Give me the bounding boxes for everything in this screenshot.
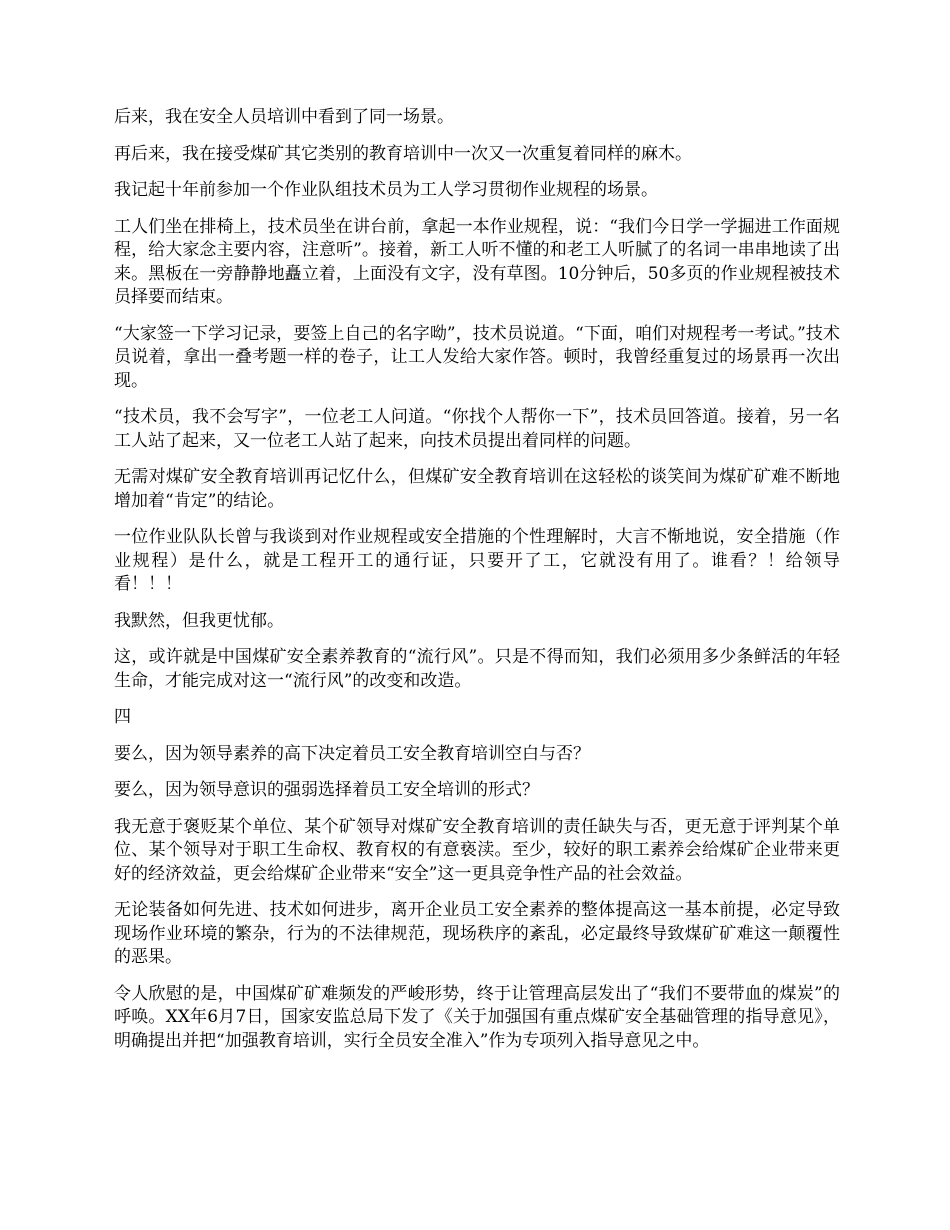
- paragraph: “技术员，我不会写字”，一位老工人问道。“你找个人帮你一下”，技术员回答道。接着，另一名工人站了起来，又一位老工人站了起来，向技术员提出着同样的问题。: [114, 407, 840, 451]
- paragraph: 这，或许就是中国煤矿安全素养教育的“流行风”。只是不得而知，我们必须用多少条鲜活的年轻生命，才能完成对这一“流行风”的改变和改造。: [114, 647, 840, 691]
- paragraph: 无需对煤矿安全教育培训再记忆什么，但煤矿安全教育培训在这轻松的谈笑间为煤矿矿难不断地增加着“肯定”的结论。: [114, 467, 840, 511]
- paragraph: 无论装备如何先进、技术如何进步，离开企业员工安全素养的整体提高这一基本前提，必定导致现场作业环境的繁杂，行为的不法律规范，现场秩序的紊乱，必定最终导致煤矿矿难这一颠覆性的恶果。: [114, 900, 840, 967]
- document-page: [114, 106, 840, 1066]
- paragraph: 我默然，但我更忧郁。: [114, 610, 284, 631]
- paragraph: 令人欣慰的是，中国煤矿矿难频发的严峻形势，终于让管理高层发出了“我们不要带血的煤炭”的呼唤。XX年6月7日，国家安监总局下发了《关于加强国有重点煤矿安全基础管理的指导意见》，明确提出并把“加强教育培训，实行全员安全准入”作为专项列入指导意见之中。: [114, 983, 840, 1051]
- section-number: 四: [114, 707, 131, 727]
- paragraph: 我记起十年前参加一个作业队组技术员为工人学习贯彻作业规程的场景。: [114, 180, 658, 200]
- paragraph: 再后来，我在接受煤矿其它类别的教育培训中一次又一次重复着同样的麻木。: [114, 143, 692, 164]
- paragraph: “大家签一下学习记录，要签上自己的名字呦”，技术员说道。“下面，咱们对规程考一考试。”技术员说着，拿出一叠考题一样的卷子，让工人发给大家作答。顿时，我曾经重复过的场景再一次出现。: [114, 323, 840, 391]
- paragraph: 我无意于褒贬某个单位、某个矿领导对煤矿安全教育培训的责任缺失与否，更无意于评判某个单位、某个领导对于职工生命权、教育权的有意亵渎。至少，较好的职工素养会给煤矿企业带来更好的经济效益，更会给煤矿企业带来“安全”这一更具竞争性产品的社会效益。: [114, 816, 840, 884]
- paragraph: 工人们坐在排椅上，技术员坐在讲台前，拿起一本作业规程，说：“我们今日学一学掘进工作面规程，给大家念主要内容，注意听”。接着，新工人听不懂的和老工人听腻了的名词一串串地读了出来。黑板在一旁静静地矗立着，上面没有文字，没有草图。10分钟后，50多页的作业规程被技术员择要而结束。: [114, 216, 840, 307]
- paragraph: 后来，我在安全人员培训中看到了同一场景。: [114, 107, 454, 127]
- paragraph: 要么，因为领导意识的强弱选择着员工安全培训的形式？: [114, 780, 539, 800]
- paragraph: 要么，因为领导素养的高下决定着员工安全教育培训空白与否？: [114, 743, 590, 764]
- paragraph: 一位作业队队长曾与我谈到对作业规程或安全措施的个性理解时，大言不惭地说，安全措施（作业规程）是什么，就是工程开工的通行证，只要开了工，它就没有用了。谁看？！给领导看！！！: [114, 527, 840, 594]
